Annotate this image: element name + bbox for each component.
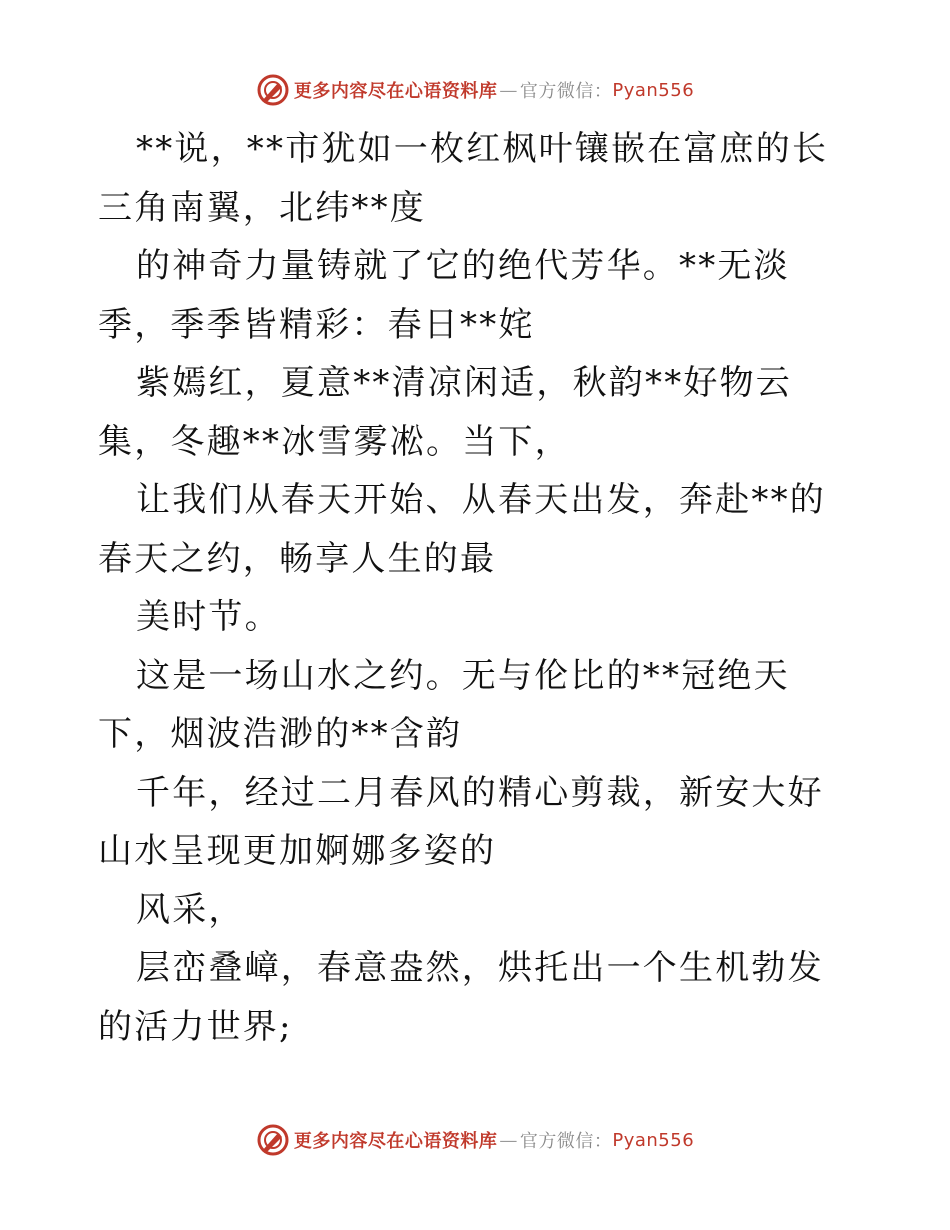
paragraph-8: 风采，	[136, 889, 245, 930]
paragraph-3: 紫嫣红，夏意**清凉闲适，秋韵**好物云集，冬趣**冰雪雾凇。当下，	[98, 363, 792, 462]
pen-logo-icon	[256, 73, 290, 107]
paragraph-2: 的神奇力量铸就了它的绝代芳华。**无淡季，季季皆精彩：春日**姹	[98, 246, 790, 345]
header-watermark	[0, 70, 950, 110]
watermark-main-text: 更多内容尽在心语资料库	[293, 81, 498, 102]
watermark-main-text: 更多内容尽在心语资料库	[293, 1131, 498, 1152]
watermark-account: Pyan556	[612, 1129, 695, 1151]
paragraph-7: 千年，经过二月春风的精心剪裁，新安大好山水呈现更加婀娜多姿的	[98, 772, 824, 871]
document-body	[98, 120, 858, 1056]
paragraph-9: 层峦叠嶂，春意盎然，烘托出一个生机勃发的活力世界;	[98, 948, 824, 1047]
pen-logo-icon	[256, 1123, 290, 1157]
paragraph-6: 这是一场山水之约。无与伦比的**冠绝天下，烟波浩渺的**含韵	[98, 655, 790, 754]
watermark-label: 官方微信：	[519, 81, 613, 102]
paragraph-4: 让我们从春天开始、从春天出发，奔赴**的春天之约，畅享人生的最	[98, 480, 826, 579]
paragraph-5: 美时节。	[136, 597, 281, 637]
paragraph-1: **说，**市犹如一枚红枫叶镶嵌在富庶的长三角南翼，北纬**度	[98, 129, 829, 228]
watermark-account: Pyan556	[612, 79, 695, 101]
watermark-dash: —	[499, 1129, 518, 1151]
watermark-dash: —	[499, 79, 518, 101]
watermark-label: 官方微信：	[519, 1131, 613, 1152]
footer-watermark	[0, 1120, 950, 1160]
